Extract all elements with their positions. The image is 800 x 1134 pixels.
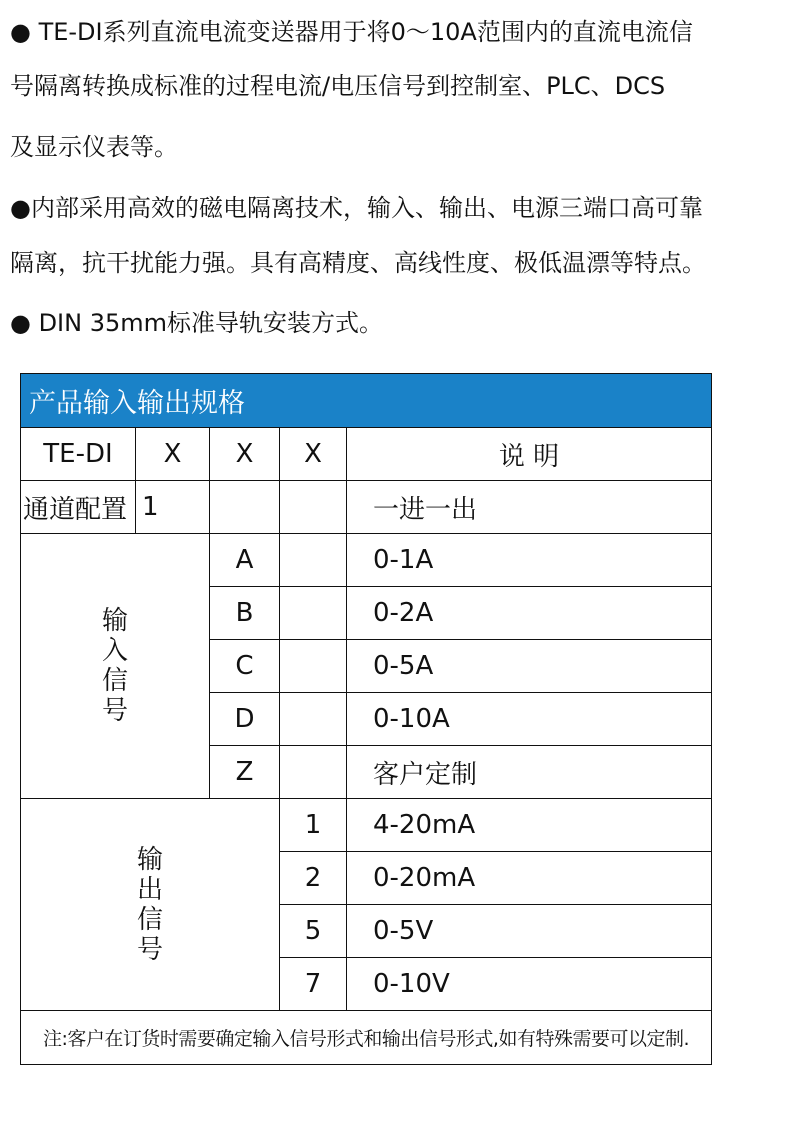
input-code: C — [210, 640, 280, 693]
input-desc: 0-10A — [347, 693, 712, 746]
input-desc: 客户定制 — [347, 746, 712, 799]
table-row — [21, 534, 712, 587]
empty-cell — [280, 746, 347, 799]
output-desc: 0-10V — [347, 958, 712, 1011]
output-code: 7 — [280, 958, 347, 1011]
table-title-row — [21, 374, 712, 428]
header-x1: X — [136, 428, 210, 481]
intro-line: 隔离，抗干扰能力强。具有高精度、高线性度、极低温漂等特点。 — [10, 249, 706, 277]
empty-cell — [280, 640, 347, 693]
table-row — [21, 799, 712, 852]
empty-cell — [210, 481, 280, 534]
output-code: 1 — [280, 799, 347, 852]
input-desc: 0-1A — [347, 534, 712, 587]
intro-line: 号隔离转换成标准的过程电流/电压信号到控制室、PLC、DCS — [10, 72, 666, 100]
table-title: 产品输入输出规格 — [21, 374, 712, 428]
channel-desc: 一进一出 — [347, 481, 712, 534]
empty-cell — [280, 534, 347, 587]
header-model: TE-DI — [21, 428, 136, 481]
channel-label: 通道配置 — [21, 481, 136, 534]
intro-line: ● DIN 35mm标准导轨安装方式。 — [10, 309, 384, 337]
input-desc: 0-2A — [347, 587, 712, 640]
output-desc: 4-20mA — [347, 799, 712, 852]
input-signal-label — [21, 534, 210, 799]
table-note: 注:客户在订货时需要确定输入信号形式和输出信号形式,如有特殊需要可以定制. — [21, 1011, 712, 1065]
intro-line: 及显示仪表等。 — [10, 133, 178, 161]
empty-cell — [280, 693, 347, 746]
spec-table — [20, 373, 711, 1075]
channel-code: 1 — [136, 481, 210, 534]
table-note-row — [21, 1011, 712, 1065]
table-header-row — [21, 428, 712, 481]
output-signal-text: 输出信号 — [136, 844, 163, 965]
input-code: B — [210, 587, 280, 640]
input-signal-text: 输入信号 — [101, 606, 128, 726]
output-desc: 0-5V — [347, 905, 712, 958]
header-x3: X — [280, 428, 347, 481]
input-code: A — [210, 534, 280, 587]
output-desc: 0-20mA — [347, 852, 712, 905]
table-row — [21, 481, 712, 534]
output-code: 5 — [280, 905, 347, 958]
header-desc: 说 明 — [347, 428, 712, 481]
empty-cell — [280, 481, 347, 534]
input-desc: 0-5A — [347, 640, 712, 693]
empty-cell — [280, 587, 347, 640]
output-code: 2 — [280, 852, 347, 905]
header-x2: X — [210, 428, 280, 481]
intro-line: ●内部采用高效的磁电隔离技术，输入、输出、电源三端口高可靠 — [10, 194, 703, 222]
intro-line: ● TE-DI系列直流电流变送器用于将0～10A范围内的直流电流信 — [10, 18, 693, 46]
input-code: D — [210, 693, 280, 746]
input-code: Z — [210, 746, 280, 799]
output-signal-label — [21, 799, 280, 1011]
